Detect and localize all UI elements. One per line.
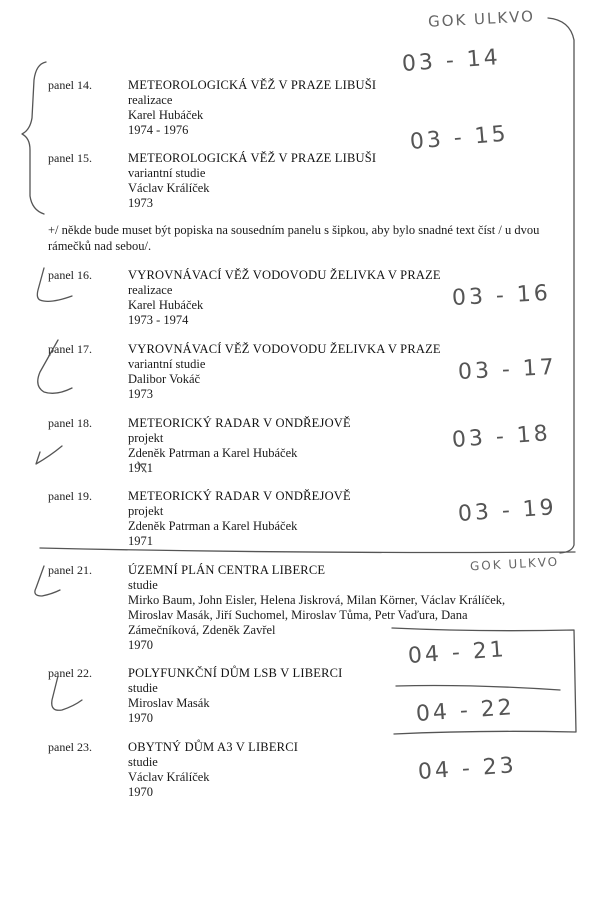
panel-number: panel 23. [48,740,92,754]
handwritten-code-16: 03 - 16 [451,280,552,311]
entry-title: OBYTNÝ DŮM A3 V LIBERCI [128,740,299,754]
entry-type: realizace [128,283,173,297]
handwritten-code-22: 04 - 22 [415,695,516,727]
entry-type: projekt [128,431,164,445]
panel-number: panel 21. [48,563,92,577]
entry-authors: Mirko Baum, John Eisler, Helena Jiskrová, Milan Körner, Václav Králíček, [128,593,506,607]
handwritten-code-23: 04 - 23 [417,753,518,785]
entry-year: 1973 - 1974 [128,313,189,327]
entry-type: projekt [128,504,164,518]
entry-type: studie [128,681,158,695]
handwritten-code-18: 03 - 18 [451,421,552,453]
entry-year: 1973 [128,196,153,210]
panel-number: panel 16. [48,268,92,282]
entry-type: studie [128,755,158,769]
entry-type: variantní studie [128,357,206,371]
handwritten-mid-note: GOK ULKVO [469,554,560,574]
entry-author: Miroslav Masák [128,696,210,710]
entry-authors: Zámečníková, Zdeněk Zavřel [128,623,276,637]
entry-author: Karel Hubáček [128,298,204,312]
handwritten-code-17: 03 - 17 [457,354,558,385]
panel-number: panel 22. [48,666,92,680]
entry-year: 1970 [128,711,153,725]
entry-author: Václav Králíček [128,181,210,195]
entry-type: studie [128,578,158,592]
entry-title: VYROVNÁVACÍ VĚŽ VODOVODU ŽELIVKA V PRAZE [128,268,441,282]
entry-title: METEORICKÝ RADAR V ONDŘEJOVĚ [128,416,351,430]
panel-number: panel 19. [48,489,92,503]
footnote-text: +/ někde bude muset být popiska na sousedním panelu s šipkou, aby bylo snadné text číst / u dvou rámečků nad sebou/. [48,223,540,253]
entry-year: 1973 [128,387,153,401]
check-mark [36,446,62,464]
entry-year: 1971 [128,534,153,548]
entry-year: 1970 [128,785,153,799]
entry-author: Karel Hubáček [128,108,204,122]
handwritten-code-15: 03 - 15 [408,121,510,155]
panel-number: panel 18. [48,416,92,430]
handwritten-header-note: GOK ULKVO [427,7,536,31]
panel-number: panel 17. [48,342,92,356]
entry-author: Zdeněk Patrman a Karel Hubáček [128,519,298,533]
entry-year: 1971 [128,461,153,475]
handwritten-code-14: 03 - 14 [401,45,502,77]
handwritten-code-19: 03 - 19 [457,495,558,527]
entry-title: POLYFUNKČNÍ DŮM LSB V LIBERCI [128,666,343,680]
entry-author: Dalibor Vokáč [128,372,201,386]
entry-title: METEORICKÝ RADAR V ONDŘEJOVĚ [128,489,351,503]
panel-number: panel 14. [48,78,92,92]
check-mark [52,676,82,710]
entry-type: variantní studie [128,166,206,180]
entry-title: VYROVNÁVACÍ VĚŽ VODOVODU ŽELIVKA V PRAZE [128,342,441,356]
entry-author: Zdeněk Patrman a Karel Hubáček [128,446,298,460]
entry-year: 1974 - 1976 [128,123,189,137]
entry-title: METEOROLOGICKÁ VĚŽ V PRAZE LIBUŠI [128,78,377,92]
panel-number: panel 15. [48,151,92,165]
handwritten-code-21: 04 - 21 [407,637,508,669]
entry-year: 1970 [128,638,153,652]
entry-title: ÚZEMNÍ PLÁN CENTRA LIBERCE [128,563,326,577]
entry-authors: Miroslav Masák, Jiří Suchomel, Miroslav Tůma, Petr Vaďura, Dana [128,608,468,622]
entry-type: realizace [128,93,173,107]
left-brace [22,62,46,214]
entry-title: METEOROLOGICKÁ VĚŽ V PRAZE LIBUŠI [128,151,377,165]
entry-author: Václav Králíček [128,770,210,784]
